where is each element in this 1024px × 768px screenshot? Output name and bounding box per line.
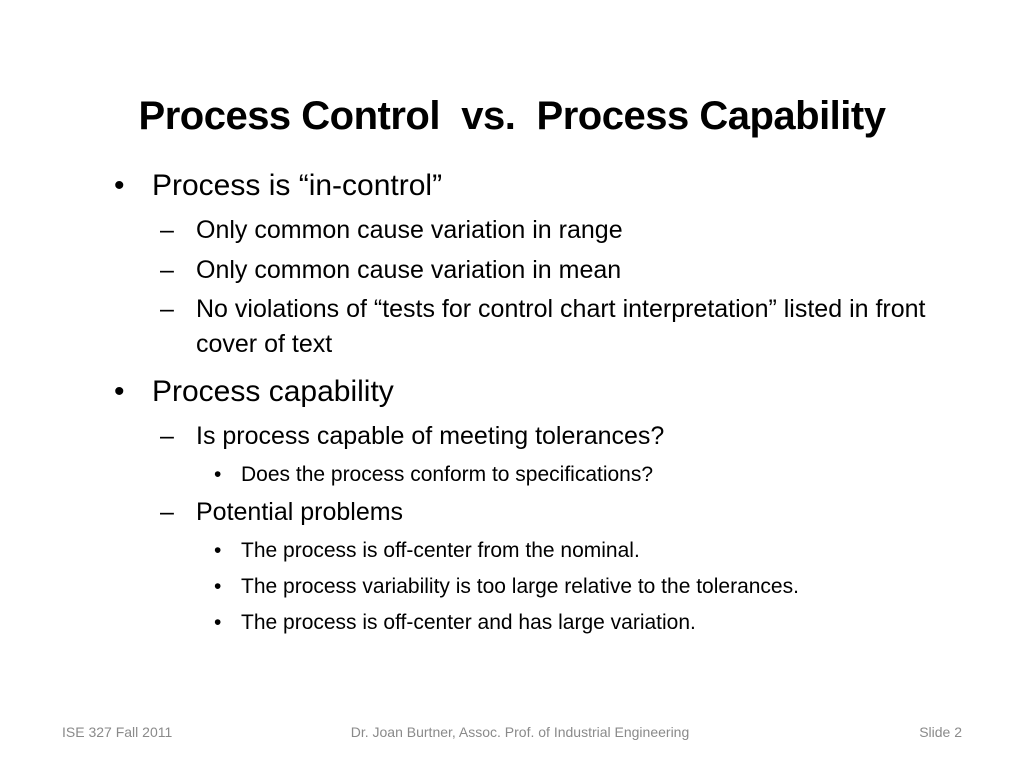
sub-sub-bullet-text: Does the process conform to specifications? [241,463,654,486]
footer-slide-number: Slide 2 [919,724,962,740]
sub-bullet-common-cause-range [110,212,970,248]
sub-bullet-capable-tolerances [110,418,970,454]
sub-bullet-text: No violations of “tests for control chart interpretation” listed in front cover of text [196,295,926,358]
sub-sub-bullet-off-center-large-variation [110,608,970,638]
bullet-icon: • [114,169,125,202]
bullet-icon: • [214,539,222,562]
footer-course: ISE 327 Fall 2011 [62,724,173,740]
footer-author: Dr. Joan Burtner, Assoc. Prof. of Industrial Engineering [350,724,690,740]
sub-bullet-text: Only common cause variation in range [196,216,623,244]
bullet-text: Process capability [152,375,394,408]
sub-sub-bullet-text: The process variability is too large relative to the tolerances. [241,575,799,598]
slide-title: Process Control vs. Process Capability [138,94,886,138]
bullet-text: Process is “in-control” [152,169,443,202]
bullet-icon: • [214,611,222,634]
sub-sub-bullet-text: The process is off-center from the nominal. [241,539,640,562]
dash-icon: – [160,498,174,526]
dash-icon: – [160,295,174,323]
sub-sub-bullet-off-center [110,536,970,566]
bullet-icon: • [214,575,222,598]
bullet-process-in-control [110,164,970,208]
sub-bullet-text: Is process capable of meeting tolerances? [196,422,665,450]
slide-content [110,164,970,638]
sub-bullet-text: Potential problems [196,498,404,526]
bullet-icon: • [214,463,222,486]
bullet-process-capability [110,370,970,414]
sub-bullet-potential-problems [110,494,970,530]
sub-bullet-no-violations [110,292,966,362]
bullet-icon: • [114,375,125,408]
sub-sub-bullet-text: The process is off-center and has large variation. [241,611,696,634]
dash-icon: – [160,422,174,450]
dash-icon: – [160,216,174,244]
sub-sub-bullet-conform-specs [110,460,970,490]
sub-bullet-text: Only common cause variation in mean [196,256,622,284]
sub-bullet-common-cause-mean [110,252,970,288]
sub-sub-bullet-variability-large [110,572,970,602]
dash-icon: – [160,256,174,284]
